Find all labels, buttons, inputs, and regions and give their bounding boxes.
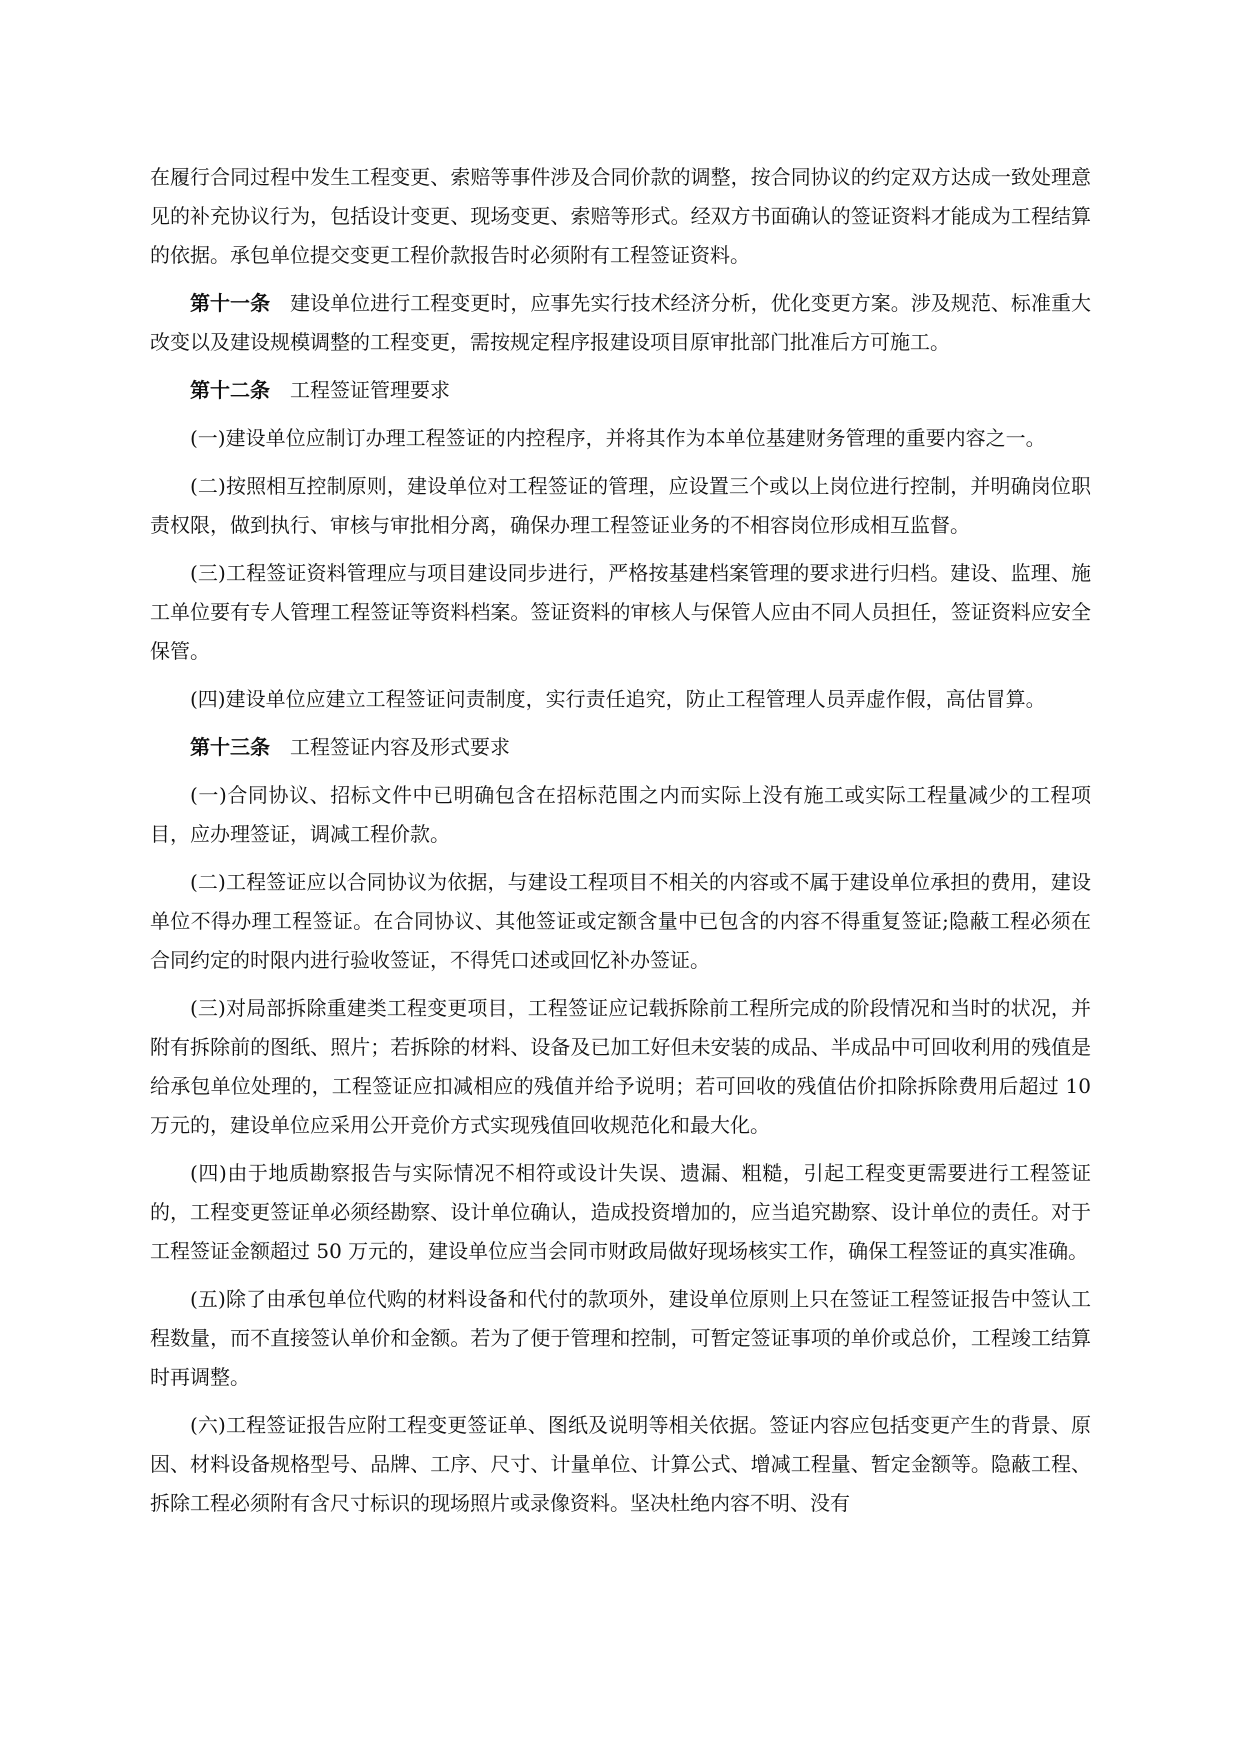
article-13 <box>150 728 1091 767</box>
clause-13-2: (二)工程签证应以合同协议为依据，与建设工程项目不相关的内容或不属于建设单位承担的费用，建设单位不得办理工程签证。在合同协议、其他签证或定额含量中已包含的内容不得重复签证;隐蔽工程必须在合同约定的时限内进行验收签证，不得凭口述或回忆补办签证。 <box>150 870 1091 972</box>
clause-13-3: (三)对局部拆除重建类工程变更项目，工程签证应记载拆除前工程所完成的阶段情况和当时的状况，并附有拆除前的图纸、照片；若拆除的材料、设备及已加工好但未安装的成品、半成品中可回收利用的残值是给承包单位处理的，工程签证应扣减相应的残值并给予说明；若可回收的残值估价扣除拆除费用后超过 10 万元的，建设单位应采用公开竞价方式实现残值回收规范化和最大化。 <box>150 996 1091 1137</box>
article-heading: 工程签证内容及形式要求 <box>290 735 510 759</box>
clause-13-6: (六)工程签证报告应附工程变更签证单、图纸及说明等相关依据。签证内容应包括变更产生的背景、原因、材料设备规格型号、品牌、工序、尺寸、计量单位、计算公式、增减工程量、暂定金额等。隐蔽工程、拆除工程必须附有含尺寸标识的现场照片或录像资料。坚决杜绝内容不明、没有 <box>150 1413 1091 1515</box>
clause-12-4: (四)建设单位应建立工程签证问责制度，实行责任追究，防止工程管理人员弄虚作假，高估冒算。 <box>190 687 1046 711</box>
article-text: 建设单位进行工程变更时，应事先实行技术经济分析，优化变更方案。涉及规范、标准重大改变以及建设规模调整的工程变更，需按规定程序报建设项目原审批部门批准后方可施工。 <box>150 291 1092 354</box>
article-number: 第十二条 <box>190 378 270 402</box>
clause-13-5: (五)除了由承包单位代购的材料设备和代付的款项外，建设单位原则上只在签证工程签证报告中签认工程数量，而不直接签认单价和金额。若为了便于管理和控制，可暂定签证事项的单价或总价，工程竣工结算时再调整。 <box>150 1287 1091 1389</box>
clause-12-2: (二)按照相互控制原则，建设单位对工程签证的管理，应设置三个或以上岗位进行控制，并明确岗位职责权限，做到执行、审核与审批相分离，确保办理工程签证业务的不相容岗位形成相互监督。 <box>150 474 1091 537</box>
article-heading: 工程签证管理要求 <box>290 378 450 402</box>
clause-12-1: (一)建设单位应制订办理工程签证的内控程序，并将其作为本单位基建财务管理的重要内容之一。 <box>190 426 1046 450</box>
article-number: 第十三条 <box>190 735 270 759</box>
clause-13-1: (一)合同协议、招标文件中已明确包含在招标范围之内而实际上没有施工或实际工程量减少的工程项目，应办理签证，调减工程价款。 <box>150 783 1091 846</box>
paragraph-continuation: 在履行合同过程中发生工程变更、索赔等事件涉及合同价款的调整，按合同协议的约定双方达成一致处理意见的补充协议行为，包括设计变更、现场变更、索赔等形式。经双方书面确认的签证资料才能成为工程结算的依据。承包单位提交变更工程价款报告时必须附有工程签证资料。 <box>150 165 1091 267</box>
article-11 <box>150 284 1091 362</box>
clause-13-4: (四)由于地质勘察报告与实际情况不相符或设计失误、遗漏、粗糙，引起工程变更需要进行工程签证的，工程变更签证单必须经勘察、设计单位确认，造成投资增加的，应当追究勘察、设计单位的责任。对于工程签证金额超过 50 万元的，建设单位应当会同市财政局做好现场核实工作，确保工程签证的真实准确。 <box>150 1161 1091 1263</box>
clause-12-3: (三)工程签证资料管理应与项目建设同步进行，严格按基建档案管理的要求进行归档。建设、监理、施工单位要有专人管理工程签证等资料档案。签证资料的审核人与保管人应由不同人员担任，签证资料应安全保管。 <box>150 561 1091 663</box>
article-number: 第十一条 <box>190 291 271 315</box>
article-12 <box>150 371 1091 410</box>
